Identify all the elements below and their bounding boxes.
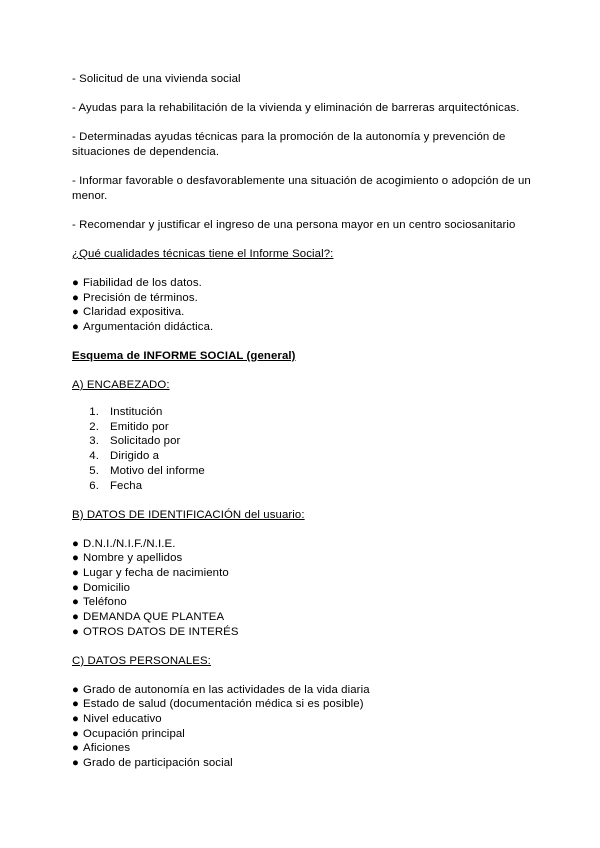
- bullet-icon: ●: [72, 306, 79, 319]
- list-item: 5. Motivo del informe: [89, 465, 205, 477]
- list-item: 1. Institución: [89, 405, 163, 418]
- list-item: 2. Emitido por: [89, 420, 169, 433]
- schema-title: Esquema de INFORME SOCIAL (general): [72, 349, 296, 362]
- bullet-icon: ●: [72, 757, 79, 770]
- section-b-heading: B) DATOS DE IDENTIFICACIÓN del usuario:: [72, 508, 305, 521]
- bullet-icon: ●: [72, 581, 79, 594]
- section-c-list: [72, 683, 532, 771]
- bullet-icon: ●: [72, 596, 79, 609]
- list-item: 4. Dirigido a: [89, 450, 160, 463]
- bullet-icon: ●: [72, 611, 79, 624]
- qualities-list: [72, 276, 532, 335]
- intro-item-4: - Informar favorable o desfavorablemente una situación de acogimiento o adopción de un menor.: [72, 175, 531, 202]
- list-item: ● Argumentación didáctica.: [72, 321, 214, 334]
- intro-item-1: - Solicitud de una vivienda social: [72, 73, 241, 85]
- list-item: 6. Fecha: [89, 479, 143, 492]
- list-item: ● Aficiones: [72, 742, 131, 755]
- list-item: ● OTROS DATOS DE INTERÉS: [72, 625, 239, 638]
- section-c-heading: C) DATOS PERSONALES:: [72, 654, 211, 667]
- section-a-heading: A) ENCABEZADO:: [72, 378, 170, 391]
- bullet-icon: ●: [72, 625, 79, 638]
- list-item: ● Domicilio: [72, 581, 131, 594]
- bullet-icon: ●: [72, 698, 79, 711]
- intro-item-3: - Determinadas ayudas técnicas para la promoción de la autonomía y prevención de situaciones de dependencia.: [72, 131, 506, 158]
- section-b-list: [72, 537, 532, 640]
- list-item: ● Grado de autonomía en las actividades de la vida diaria: [72, 683, 370, 696]
- bullet-icon: ●: [72, 537, 79, 550]
- bullet-icon: ●: [72, 291, 79, 304]
- list-item: ● Precisión de términos.: [72, 291, 198, 304]
- list-item: ● Grado de participación social: [72, 757, 233, 770]
- list-item: ● DEMANDA QUE PLANTEA: [72, 611, 225, 624]
- section-a-list: [72, 405, 532, 494]
- list-item: ● Fiabilidad de los datos.: [72, 277, 202, 289]
- qualities-heading: ¿Qué cualidades técnicas tiene el Informe Social?:: [72, 248, 334, 260]
- bullet-icon: ●: [72, 321, 79, 334]
- list-item: ● Nivel educativo: [72, 712, 162, 725]
- bullet-icon: ●: [72, 727, 79, 740]
- list-item: ● Estado de salud (documentación médica si es posible): [72, 698, 364, 711]
- intro-item-2: - Ayudas para la rehabilitación de la vivienda y eliminación de barreras arquitectónicas.: [72, 102, 520, 114]
- list-item: ● Ocupación principal: [72, 727, 185, 740]
- list-item: 3. Solicitado por: [89, 435, 181, 448]
- list-item: ● Lugar y fecha de nacimiento: [72, 567, 229, 579]
- bullet-icon: ●: [72, 552, 79, 565]
- list-item: ● Teléfono: [72, 596, 127, 609]
- bullet-icon: ●: [72, 683, 79, 696]
- bullet-icon: ●: [72, 742, 79, 755]
- list-item: ● Claridad expositiva.: [72, 306, 185, 319]
- list-item: ● D.N.I./N.I.F./N.I.E.: [72, 537, 176, 550]
- document-page: [72, 72, 532, 785]
- bullet-icon: ●: [72, 567, 79, 579]
- intro-item-5: - Recomendar y justificar el ingreso de una persona mayor en un centro sociosanitario: [72, 219, 516, 231]
- bullet-icon: ●: [72, 277, 79, 289]
- bullet-icon: ●: [72, 712, 79, 725]
- list-item: ● Nombre y apellidos: [72, 552, 183, 565]
